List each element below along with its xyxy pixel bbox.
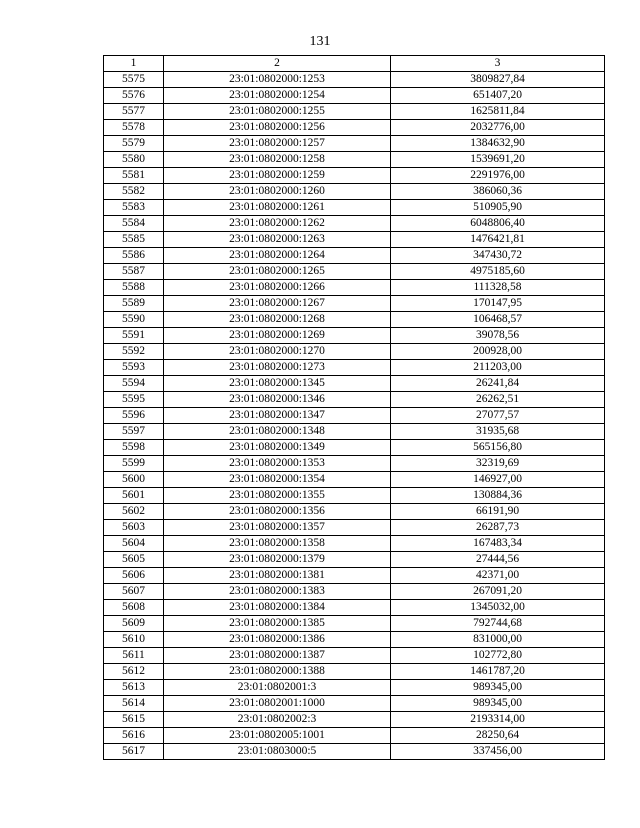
value-cell: 1625811,84 — [391, 104, 605, 120]
row-number-cell: 5585 — [104, 232, 164, 248]
row-number-cell: 5598 — [104, 440, 164, 456]
value-cell: 989345,00 — [391, 696, 605, 712]
row-number-cell: 5593 — [104, 360, 164, 376]
table-row — [104, 648, 605, 664]
table-row — [104, 616, 605, 632]
row-number-cell: 5582 — [104, 184, 164, 200]
value-cell: 31935,68 — [391, 424, 605, 440]
value-cell: 130884,36 — [391, 488, 605, 504]
value-cell: 111328,58 — [391, 280, 605, 296]
row-number-cell: 5575 — [104, 72, 164, 88]
row-number-cell: 5614 — [104, 696, 164, 712]
cadastral-number-cell: 23:01:0802000:1358 — [164, 536, 391, 552]
row-number-cell: 5612 — [104, 664, 164, 680]
cadastral-number-cell: 23:01:0802000:1273 — [164, 360, 391, 376]
table-row — [104, 440, 605, 456]
cadastral-number-cell: 23:01:0802000:1354 — [164, 472, 391, 488]
row-number-cell: 5606 — [104, 568, 164, 584]
row-number-cell: 5603 — [104, 520, 164, 536]
data-table — [103, 55, 605, 760]
column-header-1: 1 — [104, 56, 164, 72]
value-cell: 26287,73 — [391, 520, 605, 536]
table-row — [104, 488, 605, 504]
row-number-cell: 5596 — [104, 408, 164, 424]
row-number-cell: 5587 — [104, 264, 164, 280]
row-number-cell: 5576 — [104, 88, 164, 104]
column-header-2: 2 — [164, 56, 391, 72]
cadastral-number-cell: 23:01:0802000:1267 — [164, 296, 391, 312]
table-row — [104, 344, 605, 360]
value-cell: 651407,20 — [391, 88, 605, 104]
row-number-cell: 5602 — [104, 504, 164, 520]
value-cell: 106468,57 — [391, 312, 605, 328]
cadastral-number-cell: 23:01:0802001:1000 — [164, 696, 391, 712]
cadastral-number-cell: 23:01:0802000:1266 — [164, 280, 391, 296]
cadastral-number-cell: 23:01:0802000:1387 — [164, 648, 391, 664]
row-number-cell: 5595 — [104, 392, 164, 408]
table-row — [104, 392, 605, 408]
value-cell: 267091,20 — [391, 584, 605, 600]
cadastral-number-cell: 23:01:0802000:1353 — [164, 456, 391, 472]
page-number: 131 — [309, 34, 331, 49]
row-number-cell: 5577 — [104, 104, 164, 120]
value-cell: 42371,00 — [391, 568, 605, 584]
cadastral-number-cell: 23:01:0802000:1259 — [164, 168, 391, 184]
value-cell: 27444,56 — [391, 552, 605, 568]
cadastral-number-cell: 23:01:0802000:1264 — [164, 248, 391, 264]
table-row — [104, 504, 605, 520]
table-row — [104, 184, 605, 200]
table-row — [104, 360, 605, 376]
cadastral-number-cell: 23:01:0802005:1001 — [164, 728, 391, 744]
table-row — [104, 712, 605, 728]
table-row — [104, 744, 605, 760]
cadastral-number-cell: 23:01:0802000:1355 — [164, 488, 391, 504]
row-number-cell: 5586 — [104, 248, 164, 264]
table-row — [104, 296, 605, 312]
table-row — [104, 552, 605, 568]
table-row — [104, 328, 605, 344]
table-row — [104, 200, 605, 216]
row-number-cell: 5613 — [104, 680, 164, 696]
cadastral-number-cell: 23:01:0802000:1385 — [164, 616, 391, 632]
value-cell: 2291976,00 — [391, 168, 605, 184]
cadastral-number-cell: 23:01:0802000:1254 — [164, 88, 391, 104]
row-number-cell: 5601 — [104, 488, 164, 504]
cadastral-number-cell: 23:01:0802000:1383 — [164, 584, 391, 600]
cadastral-number-cell: 23:01:0802000:1270 — [164, 344, 391, 360]
cadastral-number-cell: 23:01:0802000:1257 — [164, 136, 391, 152]
row-number-cell: 5597 — [104, 424, 164, 440]
cadastral-number-cell: 23:01:0803000:5 — [164, 744, 391, 760]
row-number-cell: 5608 — [104, 600, 164, 616]
table-row — [104, 88, 605, 104]
table-row — [104, 312, 605, 328]
table-body — [104, 72, 605, 760]
row-number-cell: 5594 — [104, 376, 164, 392]
table-row — [104, 424, 605, 440]
table-row — [104, 168, 605, 184]
cadastral-number-cell: 23:01:0802000:1386 — [164, 632, 391, 648]
value-cell: 170147,95 — [391, 296, 605, 312]
value-cell: 167483,34 — [391, 536, 605, 552]
row-number-cell: 5617 — [104, 744, 164, 760]
table-header-row — [104, 56, 605, 72]
table-row — [104, 536, 605, 552]
value-cell: 211203,00 — [391, 360, 605, 376]
cadastral-number-cell: 23:01:0802000:1253 — [164, 72, 391, 88]
cadastral-number-cell: 23:01:0802000:1347 — [164, 408, 391, 424]
cadastral-number-cell: 23:01:0802000:1345 — [164, 376, 391, 392]
value-cell: 1476421,81 — [391, 232, 605, 248]
table-row — [104, 280, 605, 296]
cadastral-number-cell: 23:01:0802000:1384 — [164, 600, 391, 616]
value-cell: 386060,36 — [391, 184, 605, 200]
row-number-cell: 5591 — [104, 328, 164, 344]
value-cell: 337456,00 — [391, 744, 605, 760]
table-row — [104, 136, 605, 152]
value-cell: 347430,72 — [391, 248, 605, 264]
value-cell: 200928,00 — [391, 344, 605, 360]
row-number-cell: 5610 — [104, 632, 164, 648]
value-cell: 66191,90 — [391, 504, 605, 520]
cadastral-number-cell: 23:01:0802000:1268 — [164, 312, 391, 328]
row-number-cell: 5590 — [104, 312, 164, 328]
table-row — [104, 584, 605, 600]
value-cell: 1539691,20 — [391, 152, 605, 168]
cadastral-number-cell: 23:01:0802000:1261 — [164, 200, 391, 216]
table-row — [104, 120, 605, 136]
row-number-cell: 5607 — [104, 584, 164, 600]
cadastral-number-cell: 23:01:0802000:1269 — [164, 328, 391, 344]
cadastral-number-cell: 23:01:0802000:1381 — [164, 568, 391, 584]
value-cell: 32319,69 — [391, 456, 605, 472]
table-row — [104, 104, 605, 120]
value-cell: 28250,64 — [391, 728, 605, 744]
value-cell: 831000,00 — [391, 632, 605, 648]
value-cell: 2032776,00 — [391, 120, 605, 136]
value-cell: 26262,51 — [391, 392, 605, 408]
cadastral-number-cell: 23:01:0802000:1265 — [164, 264, 391, 280]
table-row — [104, 680, 605, 696]
cadastral-number-cell: 23:01:0802000:1256 — [164, 120, 391, 136]
cadastral-number-cell: 23:01:0802000:1260 — [164, 184, 391, 200]
cadastral-number-cell: 23:01:0802000:1357 — [164, 520, 391, 536]
cadastral-number-cell: 23:01:0802000:1379 — [164, 552, 391, 568]
value-cell: 146927,00 — [391, 472, 605, 488]
table-row — [104, 568, 605, 584]
cadastral-number-cell: 23:01:0802000:1255 — [164, 104, 391, 120]
table-row — [104, 264, 605, 280]
row-number-cell: 5581 — [104, 168, 164, 184]
row-number-cell: 5588 — [104, 280, 164, 296]
table-row — [104, 472, 605, 488]
cadastral-number-cell: 23:01:0802000:1346 — [164, 392, 391, 408]
value-cell: 989345,00 — [391, 680, 605, 696]
row-number-cell: 5584 — [104, 216, 164, 232]
row-number-cell: 5578 — [104, 120, 164, 136]
column-header-3: 3 — [391, 56, 605, 72]
cadastral-number-cell: 23:01:0802000:1356 — [164, 504, 391, 520]
row-number-cell: 5616 — [104, 728, 164, 744]
cadastral-number-cell: 23:01:0802000:1258 — [164, 152, 391, 168]
row-number-cell: 5605 — [104, 552, 164, 568]
table-row — [104, 520, 605, 536]
table-row — [104, 232, 605, 248]
cadastral-number-cell: 23:01:0802001:3 — [164, 680, 391, 696]
value-cell: 565156,80 — [391, 440, 605, 456]
row-number-cell: 5579 — [104, 136, 164, 152]
table-row — [104, 152, 605, 168]
row-number-cell: 5592 — [104, 344, 164, 360]
value-cell: 6048806,40 — [391, 216, 605, 232]
table-row — [104, 456, 605, 472]
table-row — [104, 696, 605, 712]
row-number-cell: 5615 — [104, 712, 164, 728]
cadastral-number-cell: 23:01:0802000:1348 — [164, 424, 391, 440]
row-number-cell: 5599 — [104, 456, 164, 472]
value-cell: 39078,56 — [391, 328, 605, 344]
row-number-cell: 5611 — [104, 648, 164, 664]
value-cell: 102772,80 — [391, 648, 605, 664]
table-row — [104, 728, 605, 744]
cadastral-number-cell: 23:01:0802002:3 — [164, 712, 391, 728]
row-number-cell: 5604 — [104, 536, 164, 552]
value-cell: 1384632,90 — [391, 136, 605, 152]
table-row — [104, 248, 605, 264]
cadastral-number-cell: 23:01:0802000:1349 — [164, 440, 391, 456]
cadastral-number-cell: 23:01:0802000:1388 — [164, 664, 391, 680]
table-row — [104, 72, 605, 88]
table-row — [104, 216, 605, 232]
value-cell: 3809827,84 — [391, 72, 605, 88]
table-row — [104, 664, 605, 680]
value-cell: 27077,57 — [391, 408, 605, 424]
table-row — [104, 408, 605, 424]
row-number-cell: 5580 — [104, 152, 164, 168]
value-cell: 26241,84 — [391, 376, 605, 392]
cadastral-number-cell: 23:01:0802000:1263 — [164, 232, 391, 248]
value-cell: 1345032,00 — [391, 600, 605, 616]
table-row — [104, 632, 605, 648]
row-number-cell: 5589 — [104, 296, 164, 312]
row-number-cell: 5600 — [104, 472, 164, 488]
value-cell: 4975185,60 — [391, 264, 605, 280]
value-cell: 510905,90 — [391, 200, 605, 216]
cadastral-number-cell: 23:01:0802000:1262 — [164, 216, 391, 232]
row-number-cell: 5609 — [104, 616, 164, 632]
value-cell: 792744,68 — [391, 616, 605, 632]
value-cell: 1461787,20 — [391, 664, 605, 680]
table-row — [104, 600, 605, 616]
value-cell: 2193314,00 — [391, 712, 605, 728]
row-number-cell: 5583 — [104, 200, 164, 216]
table-row — [104, 376, 605, 392]
